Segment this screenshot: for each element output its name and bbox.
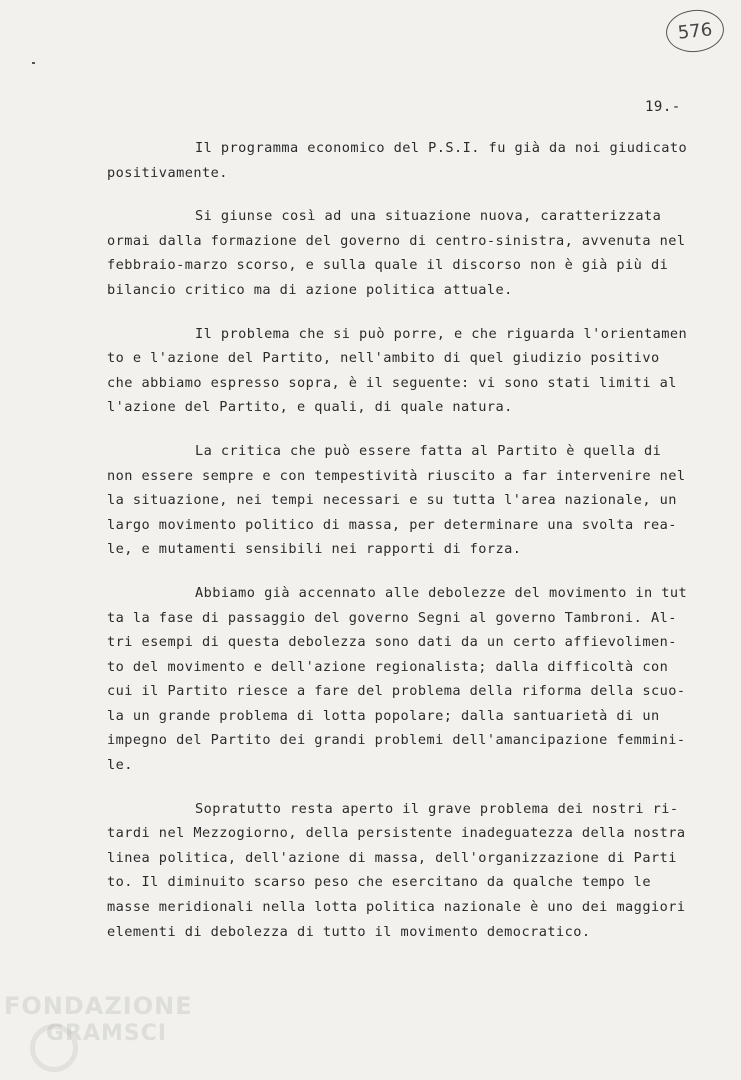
text-line: febbraio-marzo scorso, e sulla quale il discorso non è già più di (107, 257, 669, 274)
paragraph (107, 204, 707, 302)
text-line: to del movimento e dell'azione regionalista; dalla difficoltà con (107, 658, 669, 675)
paragraph (107, 797, 707, 945)
text-line: che abbiamo espresso sopra, è il seguente: vi sono stati limiti al (107, 374, 677, 391)
text-line: La critica che può essere fatta al Partito è quella di (195, 442, 662, 459)
text-line: l'azione del Partito, e quali, di quale natura. (107, 399, 513, 416)
text-line: la un grande problema di lotta popolare; dalla santuarietà di un (107, 707, 660, 724)
text-line: linea politica, dell'azione di massa, dell'organizzazione di Parti (107, 849, 677, 866)
text-line: elementi di debolezza di tutto il movimento democratico. (107, 923, 591, 940)
watermark-line-1: FONDAZIONE (4, 992, 193, 1020)
text-line: non essere sempre e con tempestività riuscito a far intervenire nel (107, 467, 686, 484)
text-line: ormai dalla formazione del governo di centro-sinistra, avvenuta nel (107, 232, 686, 249)
text-line: Il problema che si può porre, e che riguarda l'orientamen (195, 325, 688, 342)
text-line: Sopratutto resta aperto il grave problema dei nostri ri- (195, 800, 679, 817)
paragraph (107, 439, 707, 562)
text-line: impegno del Partito dei grandi problemi dell'amancipazione femmini- (107, 732, 686, 749)
text-line: positivamente. (107, 164, 228, 181)
text-line: Si giunse così ad una situazione nuova, caratterizzata (195, 208, 662, 225)
text-line: tri esempi di questa debolezza sono dati da un certo affievolimen- (107, 634, 677, 651)
text-line: le, e mutamenti sensibili nei rapporti di forza. (107, 541, 522, 558)
text-line: bilancio critico ma di azione politica attuale. (107, 281, 513, 298)
paragraph (107, 136, 707, 185)
watermark (4, 992, 204, 1048)
text-line: le. (107, 757, 133, 774)
paragraph (107, 322, 707, 420)
text-line: to e l'azione del Partito, nell'ambito di quel giudizio positivo (107, 350, 660, 367)
text-line: ta la fase di passaggio del governo Segni al governo Tambroni. Al- (107, 609, 677, 626)
paragraph (107, 581, 707, 778)
text-line: la situazione, nei tempi necessari e su tutta l'area nazionale, un (107, 492, 677, 509)
text-line: Abbiamo già accennato alle debolezze del movimento in tut (195, 584, 688, 601)
page-number: 19.- (645, 99, 681, 115)
text-line: Il programma economico del P.S.I. fu già da noi giudicato (195, 140, 688, 156)
text-line: tardi nel Mezzogiorno, della persistente inadeguatezza della nostra (107, 825, 686, 842)
text-line: to. Il diminuito scarso peso che esercitano da qualche tempo le (107, 874, 651, 891)
text-line: largo movimento politico di massa, per determinare una svolta rea- (107, 516, 677, 533)
text-line: masse meridionali nella lotta politica nazionale è uno dei maggiori (107, 899, 686, 916)
watermark-line-2: GRAMSCI (46, 1021, 168, 1046)
ink-speck (32, 62, 35, 64)
text-line: cui il Partito riesce a fare del problema della riforma della scuo- (107, 683, 686, 700)
document-body (107, 136, 707, 963)
archive-stamp: 576 (664, 7, 726, 55)
